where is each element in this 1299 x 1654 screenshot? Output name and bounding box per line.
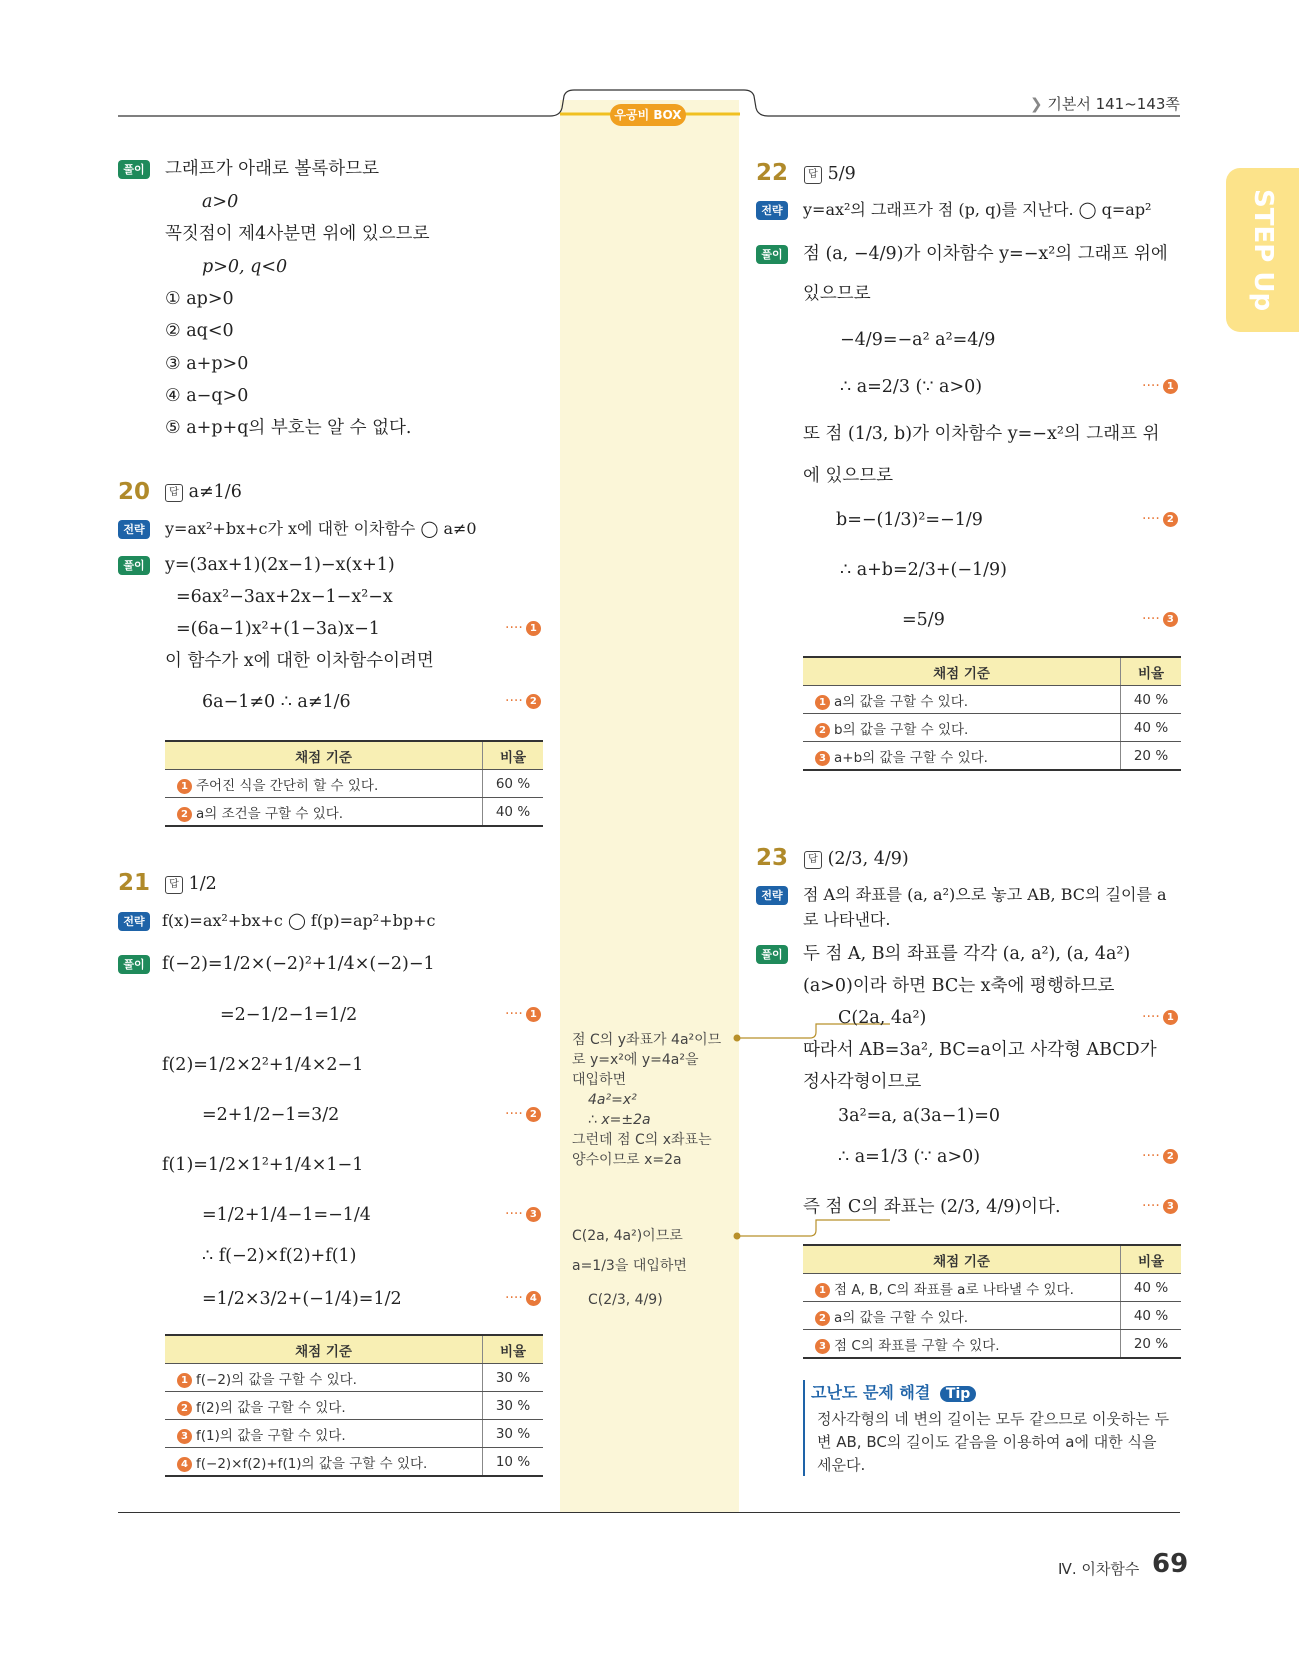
step-ref: ···· 2 xyxy=(1142,511,1178,527)
page-ref: ❯ 기본서 141~143쪽 xyxy=(1030,95,1180,113)
box-label: 우공비 BOX xyxy=(610,104,686,126)
table-row: 2 b의 값을 구할 수 있다. 40 % xyxy=(803,714,1181,742)
table-header: 채점 기준 xyxy=(803,657,1121,686)
p22-line: b=−(1/3)²=−1/9 xyxy=(836,510,983,530)
p23-line: 3a²=a, a(3a−1)=0 xyxy=(838,1106,1001,1126)
p20-line: y=(3ax+1)(2x−1)−x(x+1) xyxy=(165,555,395,575)
p19-line: 꼭짓점이 제4사분면 위에 있으므로 xyxy=(165,224,430,244)
step-ref: ···· 2 xyxy=(505,693,541,709)
table-header: 채점 기준 xyxy=(165,741,483,770)
table-header: 비율 xyxy=(1121,1245,1182,1274)
p22-line: 점 (a, −4/9)가 이차함수 y=−x²의 그래프 위에 xyxy=(803,244,1168,264)
p23-line: (a>0)이라 하면 BC는 x축에 평행하므로 xyxy=(803,976,1115,996)
step-ref: ···· 1 xyxy=(505,620,541,636)
p21-line: ∴ f(−2)×f(2)+f(1) xyxy=(202,1246,357,1266)
answer-icon: 답 xyxy=(804,851,822,869)
step-ref: ···· 2 xyxy=(1142,1148,1178,1164)
table-header: 채점 기준 xyxy=(803,1245,1121,1274)
p21-line: f(−2)=1/2×(−2)²+1/4×(−2)−1 xyxy=(162,954,435,974)
p23-line: 정사각형이므로 xyxy=(803,1072,922,1092)
step-ref: ···· 1 xyxy=(1142,1009,1178,1025)
p19-line: ④ a−q>0 xyxy=(165,386,249,406)
chevron-right-icon: ❯ xyxy=(1030,95,1043,113)
p22-line: 있으므로 xyxy=(803,284,871,304)
problem-number: 22 xyxy=(756,160,789,186)
strategy-tag: 전략 xyxy=(118,912,150,931)
strategy-text: 로 나타낸다. xyxy=(803,910,891,929)
p22-line: ∴ a=2/3 (∵ a>0) xyxy=(840,377,983,397)
table-row: 1 f(−2)의 값을 구할 수 있다. 30 % xyxy=(165,1364,543,1392)
solution-tag: 풀이 xyxy=(118,556,150,575)
p23-line: C(2a, 4a²) xyxy=(838,1008,927,1028)
step-tab: STEP Up xyxy=(1226,168,1299,332)
p19-line: a>0 xyxy=(202,192,239,212)
table-row: 2 f(2)의 값을 구할 수 있다. 30 % xyxy=(165,1392,543,1420)
p22-line: 에 있으므로 xyxy=(803,466,894,486)
p21-line: =2+1/2−1=3/2 xyxy=(202,1105,340,1125)
p23-line: 두 점 A, B의 좌표를 각각 (a, a²), (a, 4a²) xyxy=(803,944,1131,964)
tip-line: 세운다. xyxy=(817,1456,866,1474)
p20-line: 6a−1≠0 ∴ a≠1/6 xyxy=(202,692,351,712)
step-ref: ···· 2 xyxy=(505,1106,541,1122)
tip-line: 정사각형의 네 변의 길이는 모두 같으므로 이웃하는 두 xyxy=(817,1410,1170,1428)
tip-box xyxy=(803,1380,1185,1476)
strategy-tag: 전략 xyxy=(756,201,788,220)
p21-score-table xyxy=(165,1334,543,1477)
strategy-text: y=ax²의 그래프가 점 (p, q)를 지난다. ◯ q=ap² xyxy=(803,200,1152,219)
tip-line: 변 AB, BC의 길이도 같음을 이용하여 a에 대한 식을 xyxy=(817,1433,1157,1451)
step-ref: ···· 1 xyxy=(505,1006,541,1022)
strategy-text: 점 A의 좌표를 (a, a²)으로 놓고 AB, BC의 길이를 a xyxy=(803,885,1167,904)
p20-score-table xyxy=(165,740,543,827)
problem-number: 23 xyxy=(756,845,789,871)
p22-line: 또 점 (1/3, b)가 이차함수 y=−x²의 그래프 위 xyxy=(803,424,1160,444)
table-row: 3 f(1)의 값을 구할 수 있다. 30 % xyxy=(165,1420,543,1448)
problem-number: 21 xyxy=(118,870,151,896)
table-row: 3 a+b의 값을 구할 수 있다. 20 % xyxy=(803,742,1181,771)
table-header: 비율 xyxy=(1121,657,1182,686)
chapter-label: Ⅳ. 이차함수 xyxy=(1058,1560,1140,1578)
solution-tag: 풀이 xyxy=(118,955,150,974)
p21-line: f(1)=1/2×1²+1/4×1−1 xyxy=(162,1155,364,1175)
step-ref: ···· 1 xyxy=(1142,378,1178,394)
tip-badge: Tip xyxy=(940,1386,976,1402)
strategy-text: y=ax²+bx+c가 x에 대한 이차함수 ◯ a≠0 xyxy=(165,519,477,538)
solution-tag: 풀이 xyxy=(756,245,788,264)
p21-line: f(2)=1/2×2²+1/4×2−1 xyxy=(162,1055,364,1075)
p19-line: ① ap>0 xyxy=(165,289,234,309)
table-row: 1 주어진 식을 간단히 할 수 있다. 60 % xyxy=(165,770,543,798)
p21-line: =1/2+1/4−1=−1/4 xyxy=(202,1205,371,1225)
tip-title: 고난도 문제 해결 Tip xyxy=(811,1380,976,1403)
problem-number: 20 xyxy=(118,479,151,505)
p23-score-table xyxy=(803,1244,1181,1359)
p19-line: ③ a+p>0 xyxy=(165,354,249,374)
answer: 답 (2/3, 4/9) xyxy=(804,847,909,871)
strategy-tag: 전략 xyxy=(118,520,150,539)
p20-line: =6ax²−3ax+2x−1−x²−x xyxy=(176,587,393,607)
page-number: 69 xyxy=(1152,1549,1189,1579)
p21-line: =1/2×3/2+(−1/4)=1/2 xyxy=(202,1289,402,1309)
p20-line: =(6a−1)x²+(1−3a)x−1 xyxy=(176,619,380,639)
p22-line: −4/9=−a² a²=4/9 xyxy=(840,330,996,350)
table-row: 2 a의 값을 구할 수 있다. 40 % xyxy=(803,1302,1181,1330)
table-row: 4 f(−2)×f(2)+f(1)의 값을 구할 수 있다. 10 % xyxy=(165,1448,543,1477)
table-header: 비율 xyxy=(483,1335,544,1364)
table-header: 채점 기준 xyxy=(165,1335,483,1364)
p20-line: 이 함수가 x에 대한 이차함수이려면 xyxy=(165,651,434,671)
table-header: 비율 xyxy=(483,741,544,770)
solution-tag: 풀이 xyxy=(756,945,788,964)
strategy-text: f(x)=ax²+bx+c ◯ f(p)=ap²+bp+c xyxy=(162,911,436,930)
p19-line: ② aq<0 xyxy=(165,321,234,341)
step-ref: ···· 3 xyxy=(1142,1198,1178,1214)
footer-rule xyxy=(118,1512,1180,1513)
answer-icon: 답 xyxy=(165,876,183,894)
answer-icon: 답 xyxy=(165,484,183,502)
p19-line: p>0, q<0 xyxy=(202,257,288,277)
p22-line: =5/9 xyxy=(902,610,945,630)
side-note-2: C(2a, 4a²)이므로 a=1/3을 대입하면 C(2/3, 4/9) xyxy=(572,1228,687,1308)
p23-line: 따라서 AB=3a², BC=a이고 사각형 ABCD가 xyxy=(803,1040,1157,1060)
p21-line: =2−1/2−1=1/2 xyxy=(220,1005,358,1025)
p23-line: 즉 점 C의 좌표는 (2/3, 4/9)이다. xyxy=(803,1197,1061,1217)
side-note-1: 점 C의 y좌표가 4a²이므 로 y=x²에 y=4a²을 대입하면 4a²=x² ∴ x=±2a 그런데 점 C의 x좌표는 양수이므로 x=2a xyxy=(572,1032,722,1168)
answer: 답 5/9 xyxy=(804,162,856,186)
p19-line: ⑤ a+p+q의 부호는 알 수 없다. xyxy=(165,418,412,438)
answer: 답 a≠1/6 xyxy=(165,480,242,504)
p22-score-table xyxy=(803,656,1181,771)
step-ref: ···· 3 xyxy=(505,1206,541,1222)
table-row: 2 a의 조건을 구할 수 있다. 40 % xyxy=(165,798,543,827)
p19-line: 그래프가 아래로 볼록하므로 xyxy=(165,159,379,179)
solution-tag: 풀이 xyxy=(118,160,150,179)
table-row: 1 점 A, B, C의 좌표를 a로 나타낼 수 있다. 40 % xyxy=(803,1274,1181,1302)
table-row: 3 점 C의 좌표를 구할 수 있다. 20 % xyxy=(803,1330,1181,1359)
p23-line: ∴ a=1/3 (∵ a>0) xyxy=(838,1147,981,1167)
answer: 답 1/2 xyxy=(165,872,217,896)
answer-icon: 답 xyxy=(804,166,822,184)
step-ref: ···· 3 xyxy=(1142,611,1178,627)
p22-line: ∴ a+b=2/3+(−1/9) xyxy=(840,560,1007,580)
strategy-tag: 전략 xyxy=(756,886,788,905)
table-row: 1 a의 값을 구할 수 있다. 40 % xyxy=(803,686,1181,714)
step-ref: ···· 4 xyxy=(505,1290,541,1306)
